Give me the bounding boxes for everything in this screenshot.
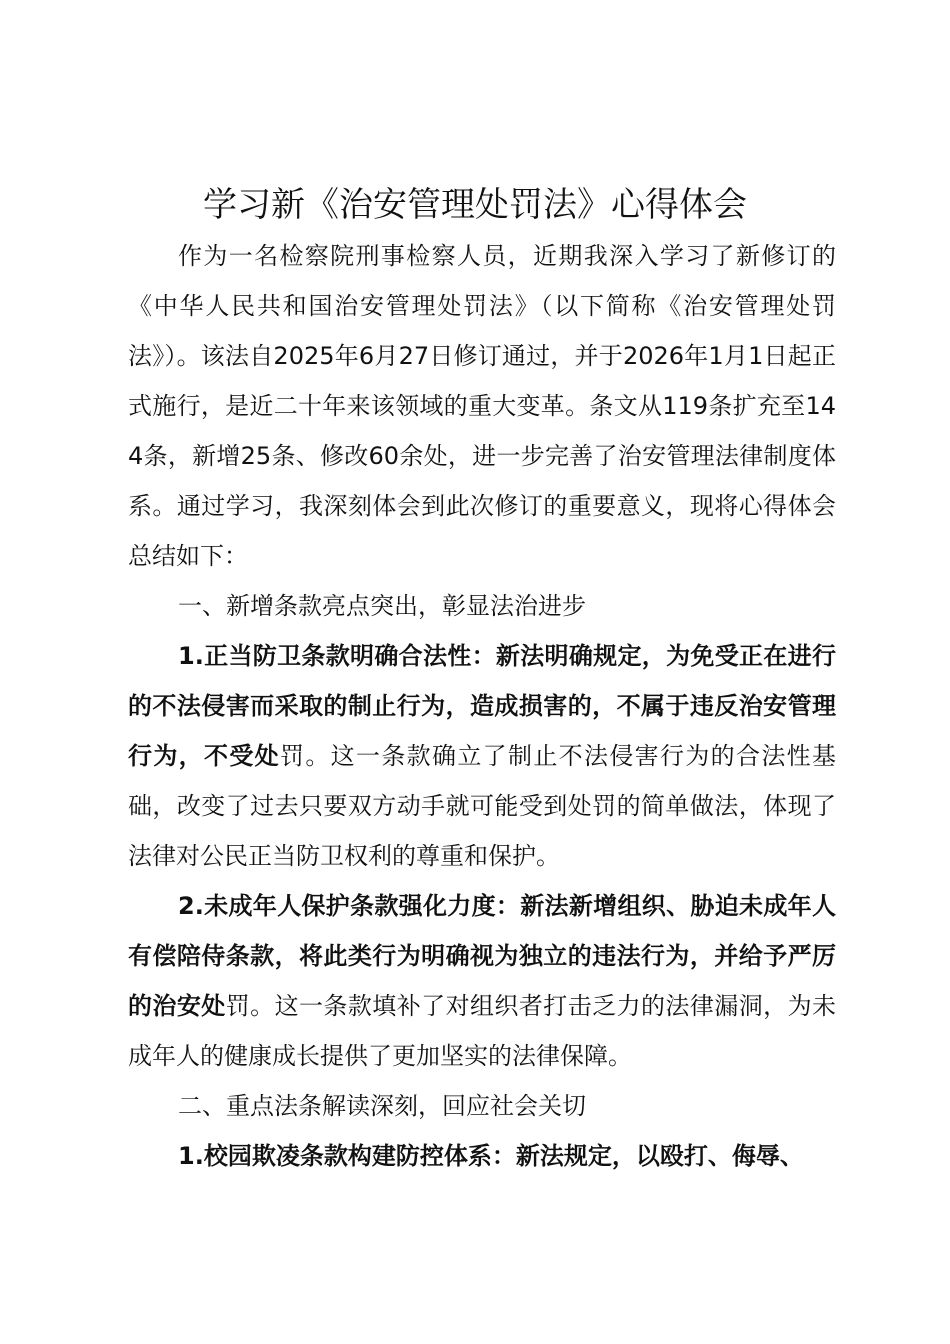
intro-paragraph: 作为一名检察院刑事检察人员，近期我深入学习了新修订的《中华人民共和国治安管理处罚法》（以下简称《治安管理处罚法》）。该法自2025年6月27日修订通过，并于2026年1月1日起正式施行，是近二十年来该领域的重大变革。条文从119条扩充至144条，新增25条、修改60余处，进一步完善了治安管理法律制度体系。通过学习，我深刻体会到此次修订的重要意义，现将心得体会总结如下：: [128, 242, 836, 570]
section1-item1-bold: 1.正当防卫条款明确合法性：新法明确规定，为免受正在进行的不法侵害而采取的制止行为，造成损害的，不属于违反治安管理行为，不受处: [128, 642, 836, 770]
section1-item2-bold: 2.未成年人保护条款强化力度：新法新增组织、胁迫未成年人有偿陪侍条款，将此类行为明确视为独立的违法行为，并给予严厉的治安处: [128, 892, 836, 1020]
section2-item1-bold: 1.校园欺凌条款构建防控体系：新法规定，以殴打、侮辱、: [178, 1142, 804, 1170]
section1-heading: 一、新增条款亮点突出，彰显法治进步: [178, 592, 586, 620]
section2-item1: [128, 1131, 836, 1181]
section1-item2-text: 罚。这一条款填补了对组织者打击乏力的法律漏洞，为未成年人的健康成长提供了更加坚实的法律保障。: [128, 992, 837, 1070]
section1-item2: [128, 881, 836, 1081]
document-title: 学习新《治安管理处罚法》心得体会: [203, 185, 747, 225]
section2-heading: 二、重点法条解读深刻，回应社会关切: [178, 1092, 586, 1120]
section1-item1-text: 罚。这一条款确立了制止不法侵害行为的合法性基础，改变了过去只要双方动手就可能受到处罚的简单做法，体现了法律对公民正当防卫权利的尊重和保护。: [128, 742, 836, 870]
section1-item1: [128, 631, 836, 881]
document-body: [128, 231, 836, 1181]
